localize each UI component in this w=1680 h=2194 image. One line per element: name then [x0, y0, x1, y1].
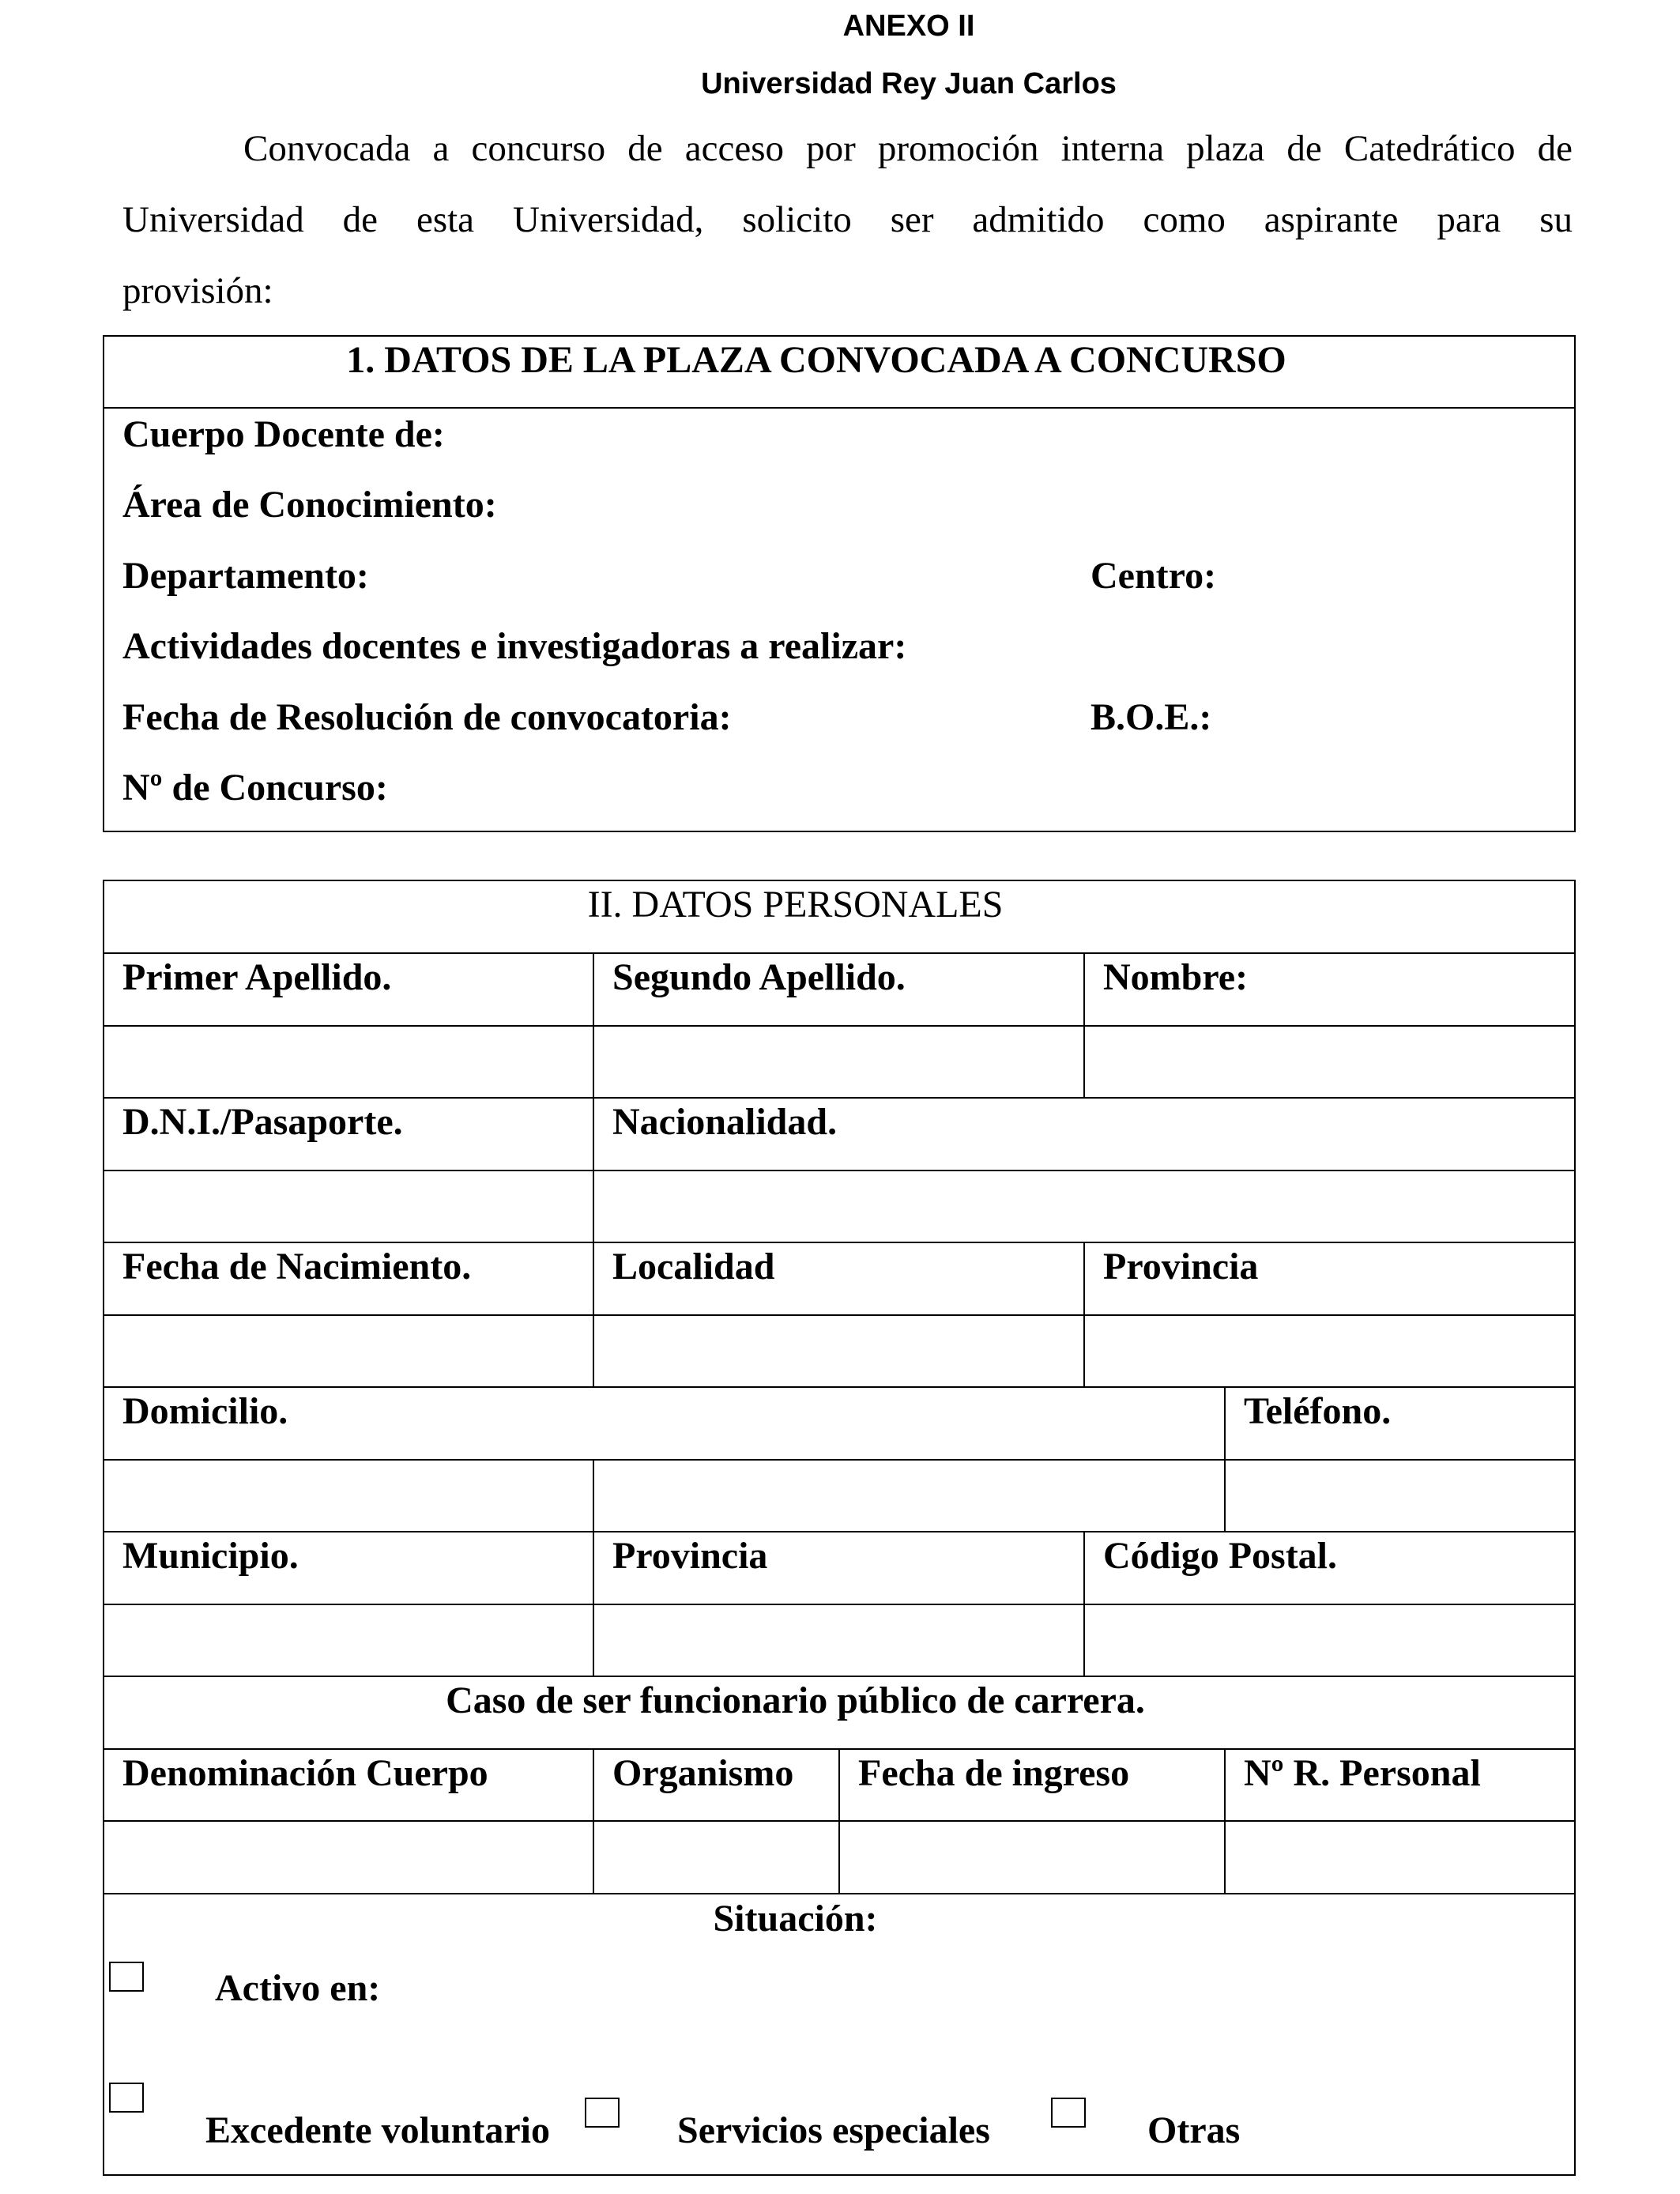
col-line: [593, 952, 594, 1098]
col-line: [1083, 1242, 1085, 1387]
row-line: [103, 1386, 1576, 1388]
label-localidad: Localidad: [612, 1246, 775, 1287]
section1-title: 1. DATOS DE LA PLAZA CONVOCADA A CONCURSO: [346, 339, 1286, 381]
label-boe: B.O.E.:: [1090, 696, 1212, 738]
col-line: [838, 1748, 840, 1894]
label-nombre: Nombre:: [1103, 956, 1249, 998]
label-centro: Centro:: [1090, 555, 1217, 597]
intro-line-1: Convocada a concurso de acceso por promoción interna plaza de Catedrático de: [243, 128, 1573, 169]
label-num-concurso: Nº de Concurso:: [122, 767, 388, 809]
col-line: [1224, 1386, 1226, 1532]
row-line: [103, 1459, 1576, 1461]
label-otras: Otras: [1147, 2109, 1241, 2151]
row-line: [103, 1314, 1576, 1316]
row-line: [103, 952, 1576, 954]
label-codigo-postal: Código Postal.: [1103, 1535, 1338, 1577]
label-provincia-nacimiento: Provincia: [1103, 1246, 1259, 1287]
section1-divider: [103, 407, 1576, 409]
row-line: [103, 1242, 1576, 1243]
col-line: [593, 1242, 594, 1387]
checkbox-activo[interactable]: [109, 1962, 144, 1992]
checkbox-otras[interactable]: [1051, 2098, 1086, 2128]
label-cuerpo-docente: Cuerpo Docente de:: [122, 413, 445, 455]
label-telefono: Teléfono.: [1244, 1390, 1392, 1432]
col-line: [593, 1459, 594, 1532]
label-dni: D.N.I./Pasaporte.: [122, 1101, 403, 1143]
col-line: [593, 1531, 594, 1676]
row-line: [103, 1604, 1576, 1605]
col-line: [593, 1097, 594, 1242]
label-denominacion-cuerpo: Denominación Cuerpo: [122, 1752, 488, 1794]
label-servicios-especiales: Servicios especiales: [677, 2109, 990, 2151]
situacion-heading: Situación:: [713, 1898, 878, 1940]
label-excedente-voluntario: Excedente voluntario: [205, 2109, 550, 2151]
annex-title: ANEXO II: [842, 9, 975, 43]
label-domicilio: Domicilio.: [122, 1390, 288, 1432]
label-fecha-ingreso: Fecha de ingreso: [858, 1752, 1130, 1794]
label-area-conocimiento: Área de Conocimiento:: [122, 484, 497, 526]
row-line: [103, 1531, 1576, 1532]
intro-line-2: Universidad de esta Universidad, solicito ser admitido como aspirante para su: [122, 199, 1573, 240]
section2-title: II. DATOS PERSONALES: [587, 884, 1004, 925]
label-departamento: Departamento:: [122, 555, 369, 597]
col-line: [1224, 1748, 1226, 1894]
label-num-registro-personal: Nº R. Personal: [1244, 1752, 1481, 1794]
label-primer-apellido: Primer Apellido.: [122, 956, 392, 998]
label-nacionalidad: Nacionalidad.: [612, 1101, 838, 1143]
col-line: [1083, 1531, 1085, 1676]
label-activo-en: Activo en:: [215, 1967, 381, 2009]
label-municipio: Municipio.: [122, 1535, 299, 1577]
row-line: [103, 1676, 1576, 1677]
checkbox-excedente[interactable]: [109, 2083, 144, 2113]
label-actividades: Actividades docentes e investigadoras a realizar:: [122, 625, 907, 667]
label-segundo-apellido: Segundo Apellido.: [612, 956, 906, 998]
label-provincia-domicilio: Provincia: [612, 1535, 768, 1577]
university-name: Universidad Rey Juan Carlos: [701, 67, 1117, 100]
intro-paragraph: [122, 113, 1573, 326]
label-organismo: Organismo: [612, 1752, 794, 1794]
label-fecha-nacimiento: Fecha de Nacimiento.: [122, 1246, 472, 1287]
row-line: [103, 1025, 1576, 1027]
row-line: [103, 1097, 1576, 1099]
label-fecha-resolucion: Fecha de Resolución de convocatoria:: [122, 696, 732, 738]
col-line: [1083, 952, 1085, 1098]
funcionario-heading: Caso de ser funcionario público de carrera.: [446, 1679, 1145, 1721]
row-line: [103, 1170, 1576, 1171]
checkbox-servicios-especiales[interactable]: [585, 2098, 620, 2128]
intro-line-3: provisión:: [122, 270, 273, 311]
col-line: [593, 1748, 594, 1894]
